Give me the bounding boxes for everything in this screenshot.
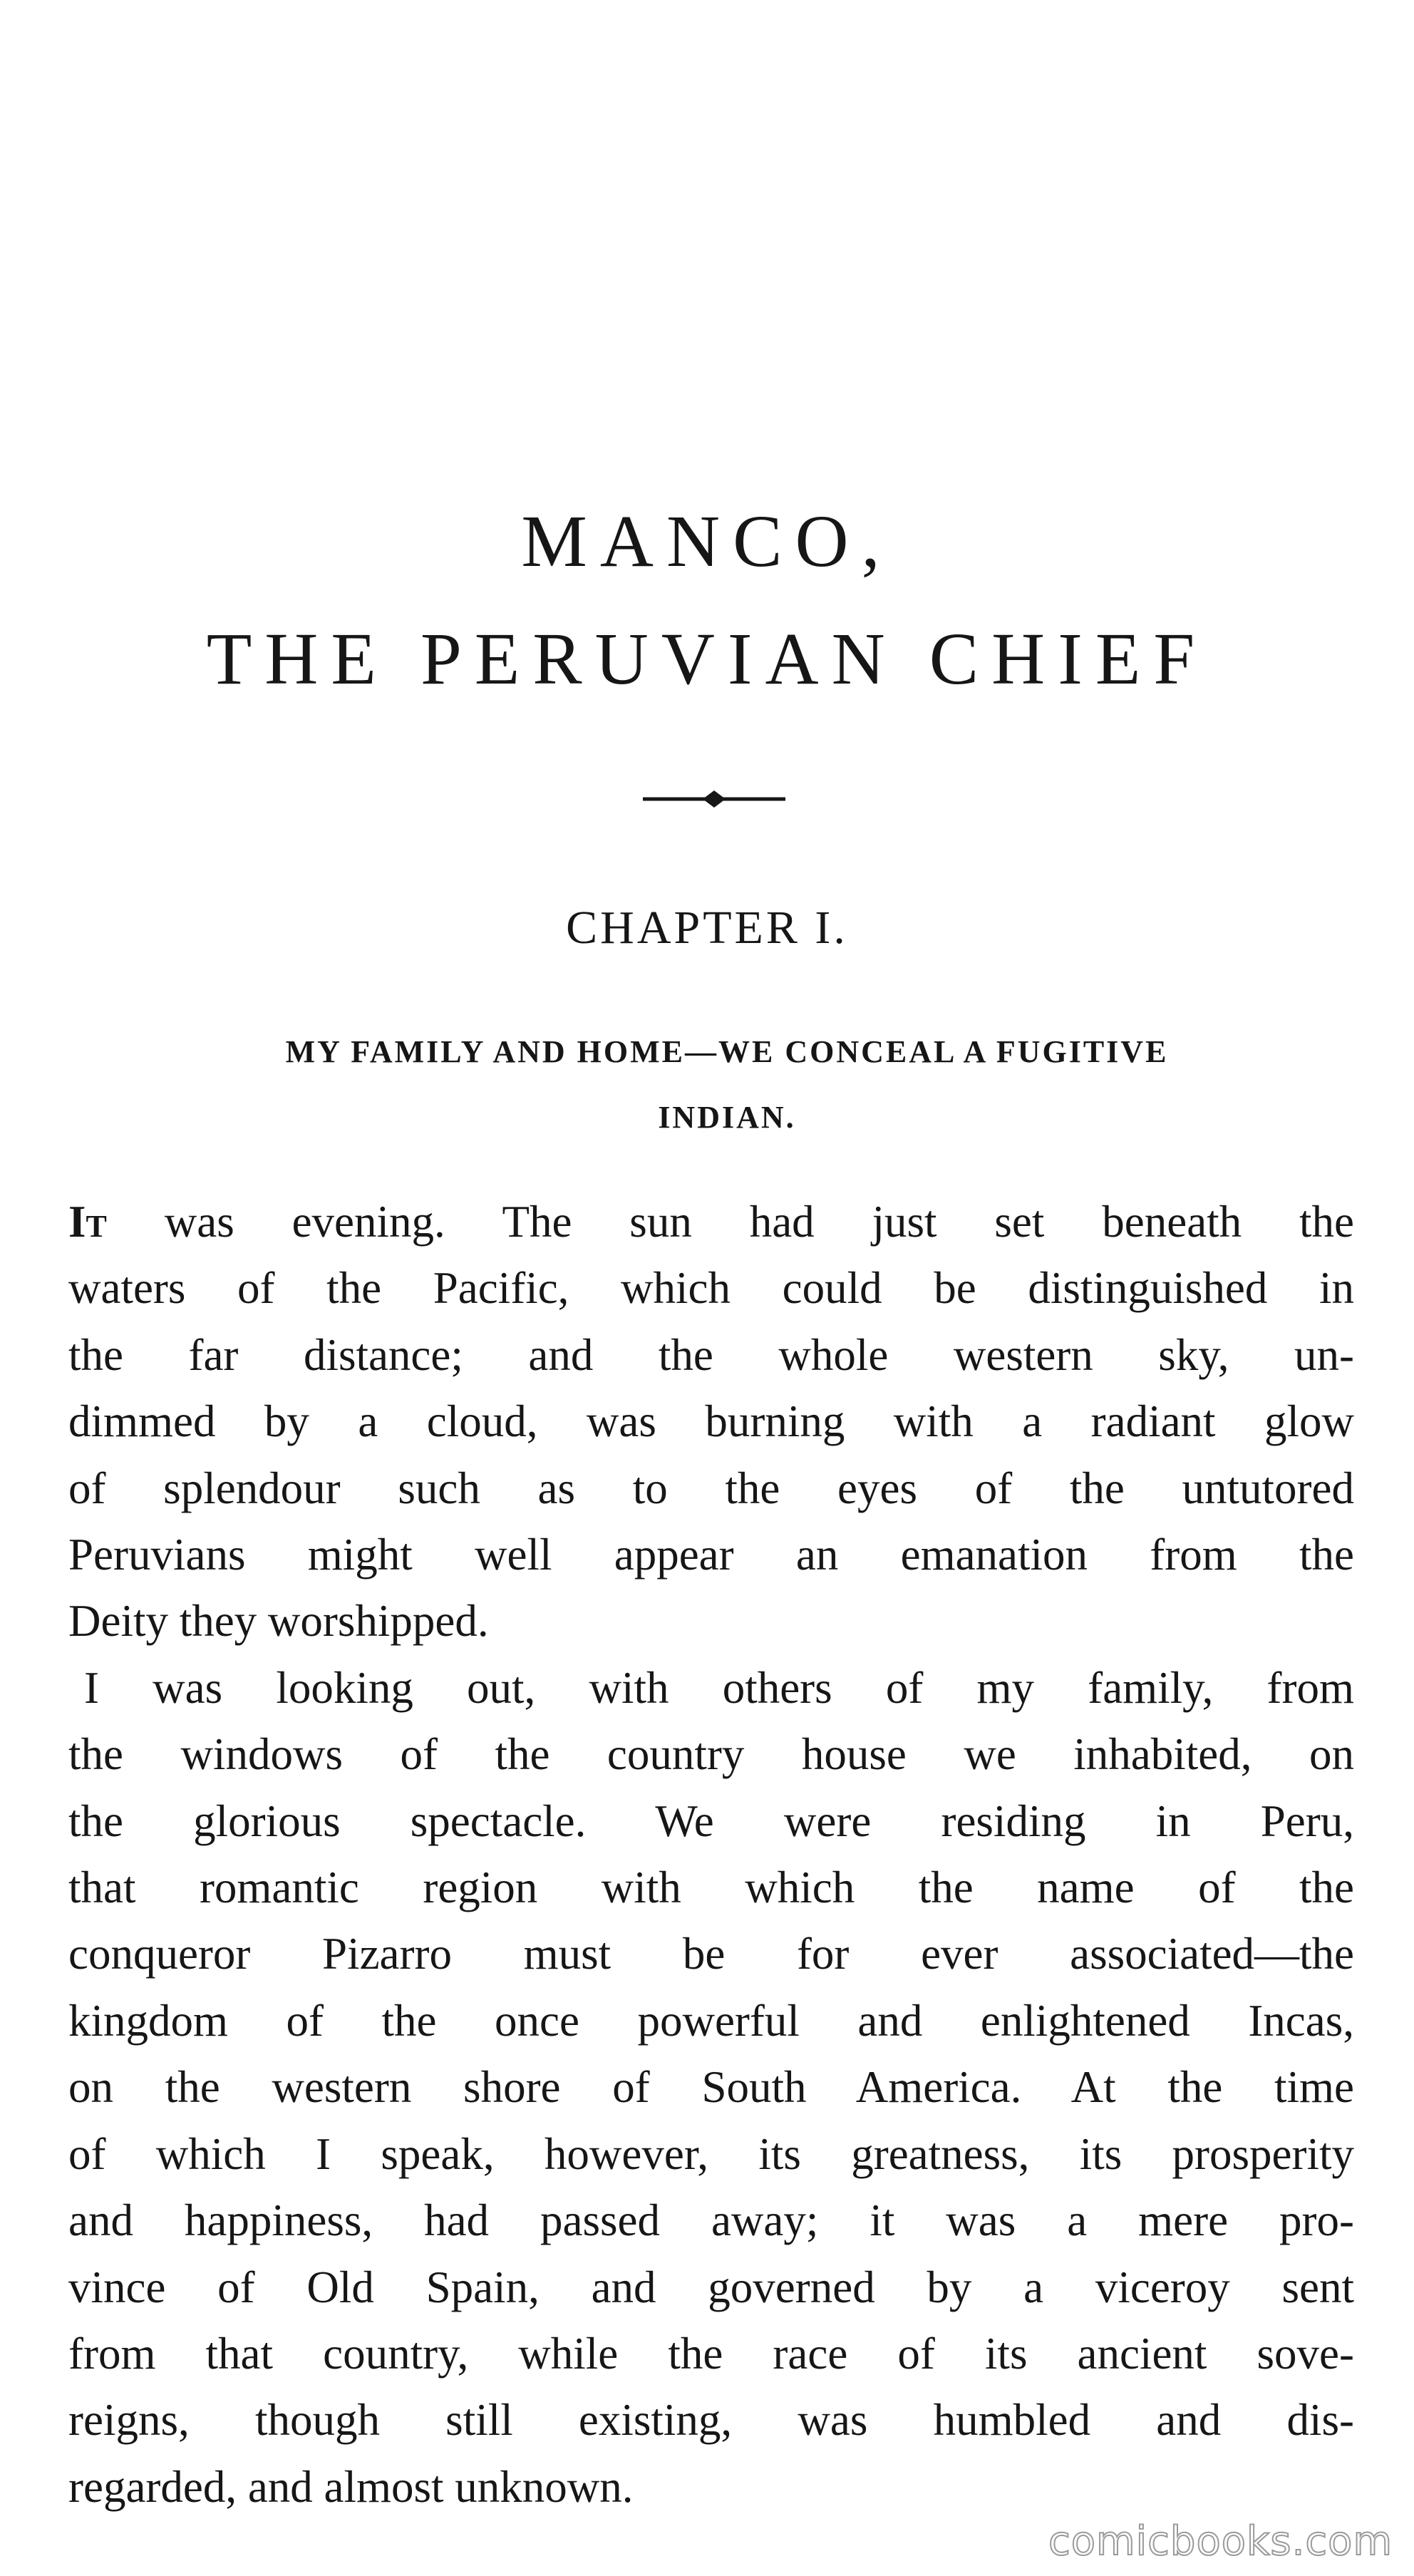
text-line: waters of the Pacific, which could be distinguished in xyxy=(68,1263,1354,1314)
text-line: on the western shore of South America. At the time xyxy=(68,2062,1354,2113)
chapter-subtitle-line-1: MY FAMILY AND HOME—WE CONCEAL A FUGITIVE xyxy=(285,1034,1169,1069)
text-line: vince of Old Spain, and governed by a viceroy sent xyxy=(68,2262,1354,2312)
text-line: dimmed by a cloud, was burning with a radiant glow xyxy=(68,1396,1354,1447)
text-line: and happiness, had passed away; it was a mere pro- xyxy=(68,2195,1354,2246)
text-line: the far distance; and the whole western sky, un- xyxy=(68,1329,1354,1380)
text-line: Peruvians might well appear an emanation from the xyxy=(68,1530,1354,1580)
watermark-logo: comicbooks.com xyxy=(1048,2518,1393,2565)
text-line: Deity they worshipped. xyxy=(68,1596,489,1647)
text-line: reigns, though still existing, was humbled and dis- xyxy=(68,2395,1354,2446)
drop-cap-word: It xyxy=(68,1197,107,1247)
chapter-subtitle xyxy=(178,1019,1276,1150)
text-line xyxy=(68,1189,1354,1255)
chapter-heading: CHAPTER I. xyxy=(566,902,848,954)
paragraph-2 xyxy=(68,1655,1354,2520)
book-title: MANCO, xyxy=(521,500,893,582)
text-line: the glorious spectacle. We were residing in Peru, xyxy=(68,1796,1354,1846)
text-line: regarded, and almost unknown. xyxy=(68,2461,634,2512)
text-line: from that country, while the race of its ancient sove- xyxy=(68,2328,1354,2379)
text-line-rest: was evening. The sun had just set beneath the xyxy=(106,1197,1354,1247)
text-line: I was looking out, with others of my family, from xyxy=(84,1662,1354,1713)
text-line: that romantic region with which the name of the xyxy=(68,1863,1354,1913)
paragraph-1 xyxy=(68,1189,1354,1655)
text-line: the windows of the country house we inhabited, on xyxy=(68,1729,1354,1780)
ornament-divider-icon xyxy=(643,788,785,810)
chapter-subtitle-line-2: INDIAN. xyxy=(658,1100,796,1135)
text-line: of splendour such as to the eyes of the untutored xyxy=(68,1463,1354,1513)
book-subtitle: THE PERUVIAN CHIEF xyxy=(206,618,1208,700)
text-line: of which I speak, however, its greatness, its prosperity xyxy=(68,2128,1354,2179)
text-line: conqueror Pizarro must be for ever associated—the xyxy=(68,1929,1354,1979)
text-line: kingdom of the once powerful and enlightened Incas, xyxy=(68,1995,1354,2046)
chapter-body xyxy=(68,1189,1354,2520)
